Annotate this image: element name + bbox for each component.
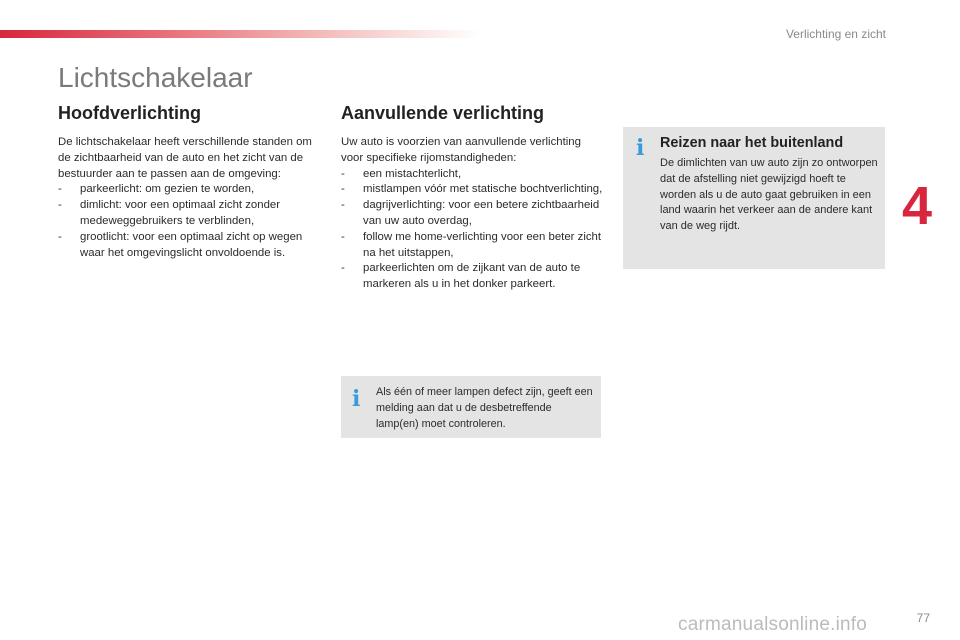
list-item: - dagrijverlichting: voor een betere zichtbaarheid van uw auto overdag, [341, 199, 600, 227]
header-accent-bar [0, 30, 480, 38]
list-item: - mistlampen vóór met statische bochtverlichting, [341, 183, 603, 196]
watermark: carmanualsonline.info [678, 614, 868, 635]
additional-lighting-intro: Uw auto is voorzien van aanvullende verlichting voor specifieke rijomstandigheden: [341, 136, 581, 164]
list-item: - follow me home-verlichting voor een beter zicht na het uitstappen, [341, 230, 602, 259]
lamp-defect-note-text: Als één of meer lampen defect zijn, geeft een melding aan dat u de desbetreffende lamp(en) moet controleren. [376, 386, 593, 430]
section-label: Verlichting en zicht [785, 27, 886, 41]
travel-info-title: Reizen naar het buitenland [660, 135, 844, 151]
list-item: - grootlicht: voor een optimaal zicht op wegen waar het omgevingslicht onvoldoende is. [58, 230, 303, 259]
page-number: 77 [916, 611, 930, 625]
info-icon: i [352, 386, 361, 412]
additional-lighting-heading: Aanvullende verlichting [341, 103, 545, 123]
main-lighting-intro: De lichtschakelaar heeft verschillende standen om de zichtbaarheid van de auto en het zicht van de bestuurder aan te passen aan de omgeving: [58, 136, 312, 180]
additional-lighting-list [341, 167, 606, 293]
additional-lighting-section [341, 103, 606, 293]
list-item: - dimlicht: voor een optimaal zicht zonder medeweggebruikers te verblinden, [58, 199, 281, 227]
page-title: Lichtschakelaar [58, 62, 253, 93]
list-item: - parkeerlicht: om gezien te worden, [58, 183, 255, 196]
main-lighting-section [58, 103, 320, 261]
main-lighting-list [58, 182, 320, 261]
list-item: - parkeerlichten om de zijkant van de auto te markeren als u in het donker parkeert. [341, 262, 581, 291]
travel-info-text: De dimlichten van uw auto zijn zo ontworpen dat de afstelling niet gewijzigd hoeft te worden als u de auto gaat gebruiken in een land waarin het verkeer aan de andere kant van de weg rijdt. [660, 157, 878, 233]
info-icon: i [636, 135, 645, 161]
lamp-defect-note-box [341, 376, 601, 438]
chapter-number: 4 [902, 176, 933, 236]
travel-info-box [623, 127, 885, 269]
list-item: - een mistachterlicht, [341, 167, 462, 180]
main-lighting-heading: Hoofdverlichting [58, 103, 201, 123]
